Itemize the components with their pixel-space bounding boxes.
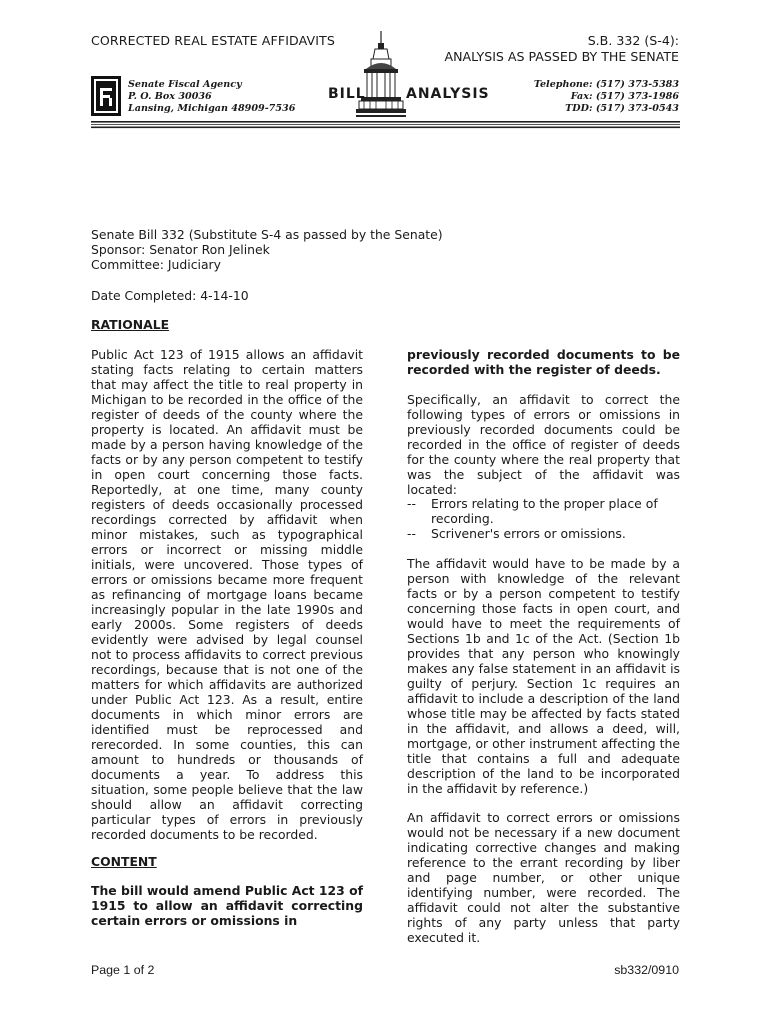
banner-bill: BILL <box>328 86 366 102</box>
rationale-heading: RATIONALE <box>91 317 170 332</box>
date-completed: Date Completed: 4-14-10 <box>91 288 249 303</box>
list-marker: -- <box>407 496 416 511</box>
page-number: Page 1 of 2 <box>91 963 155 977</box>
bill-number: S.B. 332 (S-4): <box>587 33 679 48</box>
content-heading: CONTENT <box>91 854 157 869</box>
agency-fax: Fax: (517) 373-1986 <box>570 90 679 102</box>
agency-po-box: P. O. Box 30036 <box>128 90 212 102</box>
agency-address-block <box>128 79 295 114</box>
list-marker: -- <box>407 526 416 541</box>
rationale-text: Public Act 123 of 1915 allows an affidavit stating facts relating to certain matters that may affect the title to real property in Michigan to be recorded in the office of the register of deeds of the county where the property is located. An affidavit must be made by a person having knowledge of the facts or by any person competent to testify in open court concerning those facts. Reportedly, at one time, many county registers of deeds occasionally processed recordings corrected by affidavit when minor mistakes, such as typographical errors or incorrect or missing middle initials, were uncovered. Those types of errors or omissions became more frequent as refinancing of mortgage loans became increasingly popular in the late 1990s and early 2000s. Some registers of deeds evidently were advised by legal counsel not to process affidavits to correct previous recordings, because that is not one of the matters for which affidavits are authorized under Public Act 123. As a result, entire documents in which minor errors are identified must be reprocessed and rerecorded. In some counties, this can amount to hundreds or thousands of documents a year. To address this situation, some people believe that the law should allow an affidavit correcting particular types of errors in previously recorded documents to be recorded. <box>91 347 363 842</box>
list-item <box>407 526 680 541</box>
list-item <box>407 496 680 526</box>
content-bold-intro: The bill would amend Public Act 123 of 1915 to allow an affidavit correcting certain errors or omissions in <box>91 883 363 928</box>
bill-line: Senate Bill 332 (Substitute S-4 as passed by the Senate) <box>91 227 443 242</box>
content-paragraph-1: Specifically, an affidavit to correct the following types of errors or omissions in previously recorded documents could be recorded in the office of register of deeds for the county where the real property that was the subject of the affidavit was located: <box>407 392 680 497</box>
capitol-dome-icon <box>356 31 406 123</box>
banner-analysis: ANALYSIS <box>406 86 490 102</box>
error-types-list <box>407 496 680 541</box>
agency-name: Senate Fiscal Agency <box>128 79 242 90</box>
document-topic-title: CORRECTED REAL ESTATE AFFIDAVITS <box>91 33 335 48</box>
header-divider <box>91 121 680 129</box>
document-code: sb332/0910 <box>614 963 679 977</box>
content-paragraph-3: An affidavit to correct errors or omissions would not be necessary if a new document indicating corrective changes and making reference to the errant recording by liber and page number, or other unique identifying number, were recorded. The affidavit could not alter the substantive rights of any party unless that party executed it. <box>407 810 680 945</box>
analysis-status: ANALYSIS AS PASSED BY THE SENATE <box>444 49 679 64</box>
bill-info-block <box>91 227 443 272</box>
agency-contact-block <box>534 79 679 114</box>
agency-tdd: TDD: (517) 373-0543 <box>565 102 679 114</box>
senate-fiscal-agency-logo-icon <box>91 76 121 116</box>
bill-status-header <box>445 33 679 65</box>
agency-telephone: Telephone: (517) 373-5383 <box>533 79 679 90</box>
sponsor-line: Sponsor: Senator Ron Jelinek <box>91 242 270 257</box>
committee-line: Committee: Judiciary <box>91 257 221 272</box>
content-bold-continuation: previously recorded documents to be recorded with the register of deeds. <box>407 347 680 377</box>
list-item-text: Errors relating to the proper place of recording. <box>431 496 658 526</box>
content-paragraph-2: The affidavit would have to be made by a person with knowledge of the relevant facts or by a person competent to testify concerning those facts in open court, and would have to meet the requirements of Sections 1b and 1c of the Act. (Section 1b provides that any person who knowingly makes any false statement in an affidavit is guilty of perjury. Section 1c requires an affidavit to include a description of the land whose title may be affected by facts stated in the affidavit, and allows a deed, will, mortgage, or other instrument affecting the title that contains a full and adequate description of the land to be incorporated in the affidavit by reference.) <box>407 556 680 796</box>
agency-city: Lansing, Michigan 48909-7536 <box>128 102 296 114</box>
list-item-text: Scrivener's errors or omissions. <box>431 526 626 541</box>
